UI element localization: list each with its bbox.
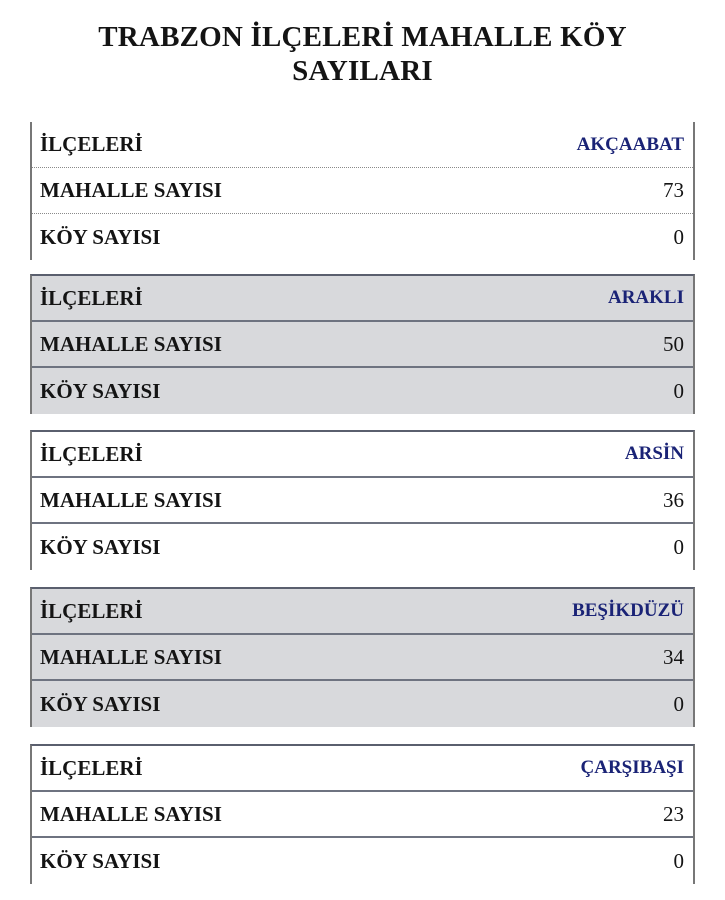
neighborhood-count-label: MAHALLE SAYISI — [40, 331, 222, 356]
district-label: İLÇELERİ — [40, 755, 143, 780]
page-title-line-1: TRABZON İLÇELERİ MAHALLE KÖY — [98, 21, 627, 53]
village-count-label: KÖY SAYISI — [40, 691, 161, 716]
district-row — [32, 432, 693, 478]
village-count-value: 0 — [673, 378, 684, 403]
district-name: ÇARŞIBAŞI — [580, 757, 684, 778]
neighborhood-count-row — [32, 168, 693, 214]
district-name: BEŞİKDÜZÜ — [572, 600, 684, 621]
district-row — [32, 746, 693, 792]
village-count-row — [32, 681, 693, 727]
district-name: AKÇAABAT — [576, 133, 684, 155]
district-block-besikduzu — [30, 587, 695, 727]
neighborhood-count-label: MAHALLE SAYISI — [40, 178, 222, 202]
village-count-row — [32, 524, 693, 570]
district-label: İLÇELERİ — [40, 441, 143, 466]
village-count-value: 0 — [673, 534, 684, 559]
page-title-line-2: SAYILARI — [292, 55, 433, 87]
village-count-value: 0 — [673, 848, 684, 873]
village-count-label: KÖY SAYISI — [40, 378, 161, 403]
neighborhood-count-value: 73 — [663, 178, 684, 202]
neighborhood-count-label: MAHALLE SAYISI — [40, 644, 222, 669]
neighborhood-count-label: MAHALLE SAYISI — [40, 801, 222, 826]
village-count-label: KÖY SAYISI — [40, 848, 161, 873]
district-block-akcaabat — [30, 122, 695, 260]
village-count-value: 0 — [673, 691, 684, 716]
neighborhood-count-value: 50 — [663, 331, 684, 356]
neighborhood-count-row — [32, 478, 693, 524]
district-row — [32, 122, 693, 168]
neighborhood-count-row — [32, 635, 693, 681]
neighborhood-count-value: 36 — [663, 487, 684, 512]
village-count-label: KÖY SAYISI — [40, 224, 161, 249]
village-count-row — [32, 838, 693, 884]
village-count-label: KÖY SAYISI — [40, 534, 161, 559]
village-count-row — [32, 368, 693, 414]
district-label: İLÇELERİ — [40, 598, 143, 623]
village-count-row — [32, 214, 693, 260]
village-count-value: 0 — [673, 224, 684, 249]
neighborhood-count-row — [32, 792, 693, 838]
neighborhood-count-value: 23 — [663, 801, 684, 826]
district-block-arakli — [30, 274, 695, 414]
district-name: ARSİN — [624, 443, 684, 464]
neighborhood-count-label: MAHALLE SAYISI — [40, 487, 222, 512]
district-row — [32, 276, 693, 322]
district-name: ARAKLI — [607, 287, 684, 308]
neighborhood-count-row — [32, 322, 693, 368]
district-label: İLÇELERİ — [40, 132, 143, 156]
neighborhood-count-value: 34 — [663, 644, 684, 669]
district-block-arsin — [30, 430, 695, 570]
district-label: İLÇELERİ — [40, 285, 143, 310]
district-block-carsibasi — [30, 744, 695, 884]
page-title — [0, 20, 725, 88]
district-row — [32, 589, 693, 635]
